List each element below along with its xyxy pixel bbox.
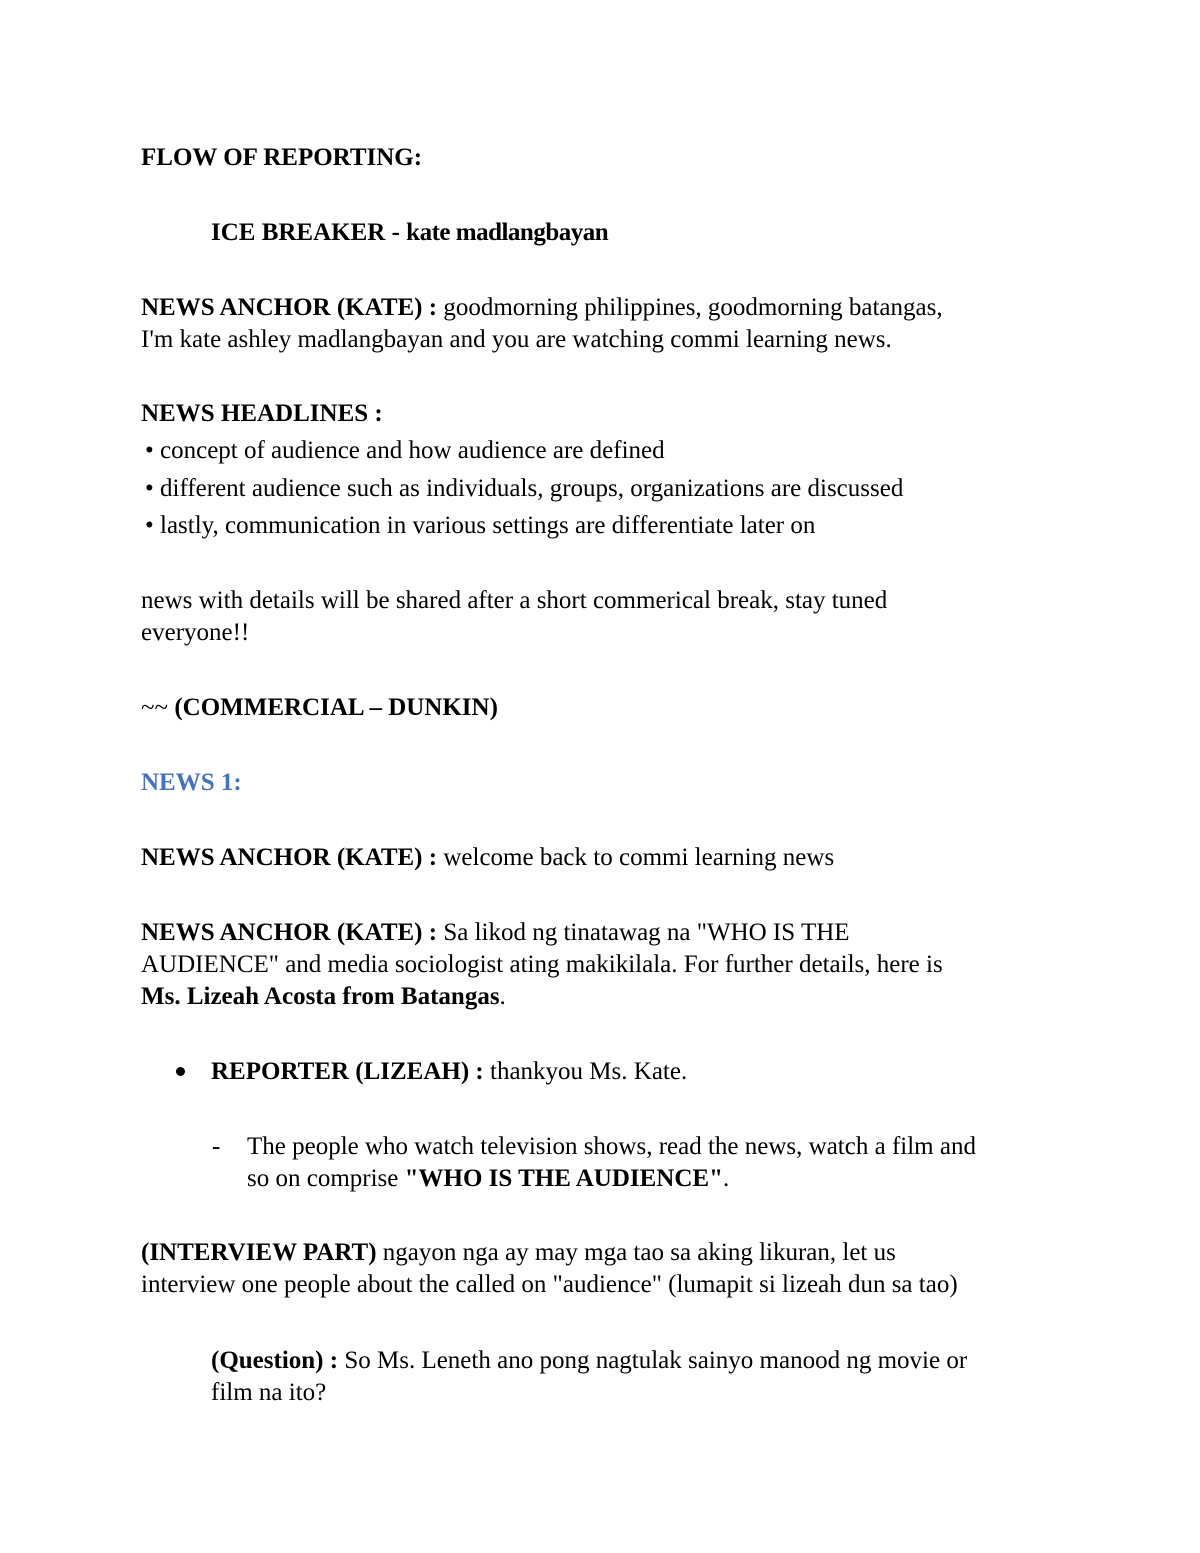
commercial-label: (COMMERCIAL – DUNKIN) [174,694,498,721]
ice-breaker-name: kate madlangbayan [406,219,609,246]
question-line1 [211,1345,967,1377]
question-line2: film na ito? [211,1379,327,1406]
news1-intro-end: . [499,983,506,1010]
news1-intro-speaker: NEWS ANCHOR (KATE) : [141,919,444,946]
news1-title: NEWS 1: [141,769,242,796]
dash-item-line1: The people who watch television shows, read the news, watch a film and [247,1133,976,1160]
ice-breaker-line [211,217,608,249]
interview-label: (INTERVIEW PART) [141,1239,377,1266]
break-note-line2: everyone!! [141,619,250,646]
news1-intro-line3 [141,981,506,1013]
news1-intro-line1 [141,917,850,949]
commercial-prefix: ~~ [141,694,175,721]
reporter-name: Ms. Lizeah Acosta from Batangas [141,983,500,1010]
dash-item-end: . [722,1165,730,1192]
headline-item: • concept of audience and how audience are defined [145,437,665,464]
ice-breaker-label: ICE BREAKER - [211,219,407,246]
reporter-line [211,1056,687,1088]
anchor-intro-line1 [141,292,943,324]
dash-item-line2 [247,1163,729,1195]
anchor-intro-speaker: NEWS ANCHOR (KATE) : [141,294,444,321]
news1-welcome-speaker: NEWS ANCHOR (KATE) : [141,844,444,871]
headlines-heading: NEWS HEADLINES : [141,400,383,427]
reporter-speaker: REPORTER (LIZEAH) : [211,1058,491,1085]
dash-item-prefix: so on comprise [247,1165,405,1192]
dash-icon: - [212,1133,221,1160]
interview-line2: interview one people about the called on "audience" (lumapit si lizeah dun sa tao) [141,1271,958,1298]
anchor-intro-line2: I'm kate ashley madlangbayan and you are watching commi learning news. [141,326,892,353]
headline-item: • different audience such as individuals, groups, organizations are discussed [145,475,904,502]
headline-item: • lastly, communication in various settings are differentiate later on [145,512,816,539]
anchor-intro-text1: goodmorning philippines, goodmorning batangas, [443,294,943,321]
question-label: (Question) : [211,1347,345,1374]
reporter-text: thankyou Ms. Kate. [490,1058,688,1085]
interview-text1: ngayon nga ay may mga tao sa aking likuran, let us [376,1239,896,1266]
commercial-line [141,692,498,724]
news1-welcome-line [141,842,834,874]
bullet-icon [176,1067,185,1076]
document-title: FLOW OF REPORTING: [141,144,423,171]
break-note-line1: news with details will be shared after a short commerical break, stay tuned [141,587,888,614]
news1-intro-text1: Sa likod ng tinatawag na "WHO IS THE [443,919,850,946]
news1-welcome-text: welcome back to commi learning news [443,844,835,871]
dash-item-bold: "WHO IS THE AUDIENCE" [404,1165,723,1192]
news1-intro-line2: AUDIENCE" and media sociologist ating makikilala. For further details, here is [141,951,943,978]
interview-line1 [141,1237,896,1269]
question-text1: So Ms. Leneth ano pong nagtulak sainyo manood ng movie or [344,1347,968,1374]
